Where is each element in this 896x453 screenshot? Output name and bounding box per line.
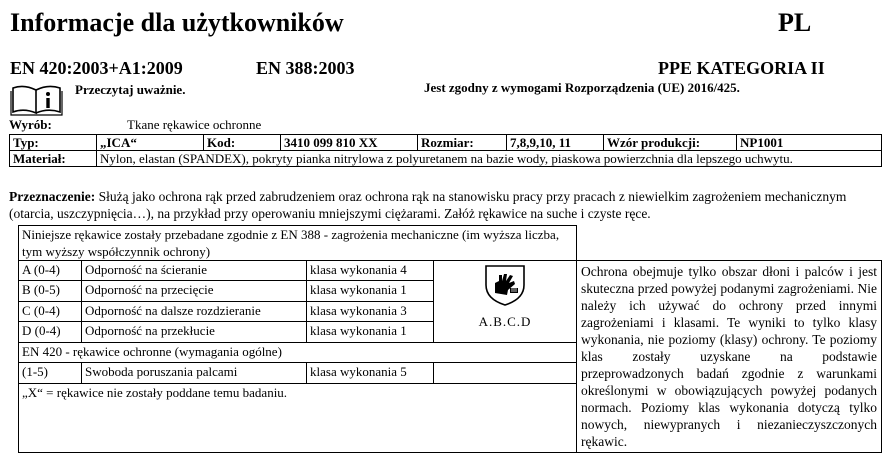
size-value: 7,8,9,10, 11 — [507, 135, 604, 151]
row-code: C (0-4) — [19, 301, 82, 321]
table-row — [19, 226, 882, 261]
purpose-text — [9, 188, 884, 222]
material-label: Materiał: — [10, 151, 97, 167]
product-value: Tkane rękawice ochronne — [127, 117, 262, 132]
row-code: B (0-5) — [19, 281, 82, 301]
ppe-category: PPE KATEGORIA II — [658, 58, 825, 78]
model-label: Wzór produkcji: — [604, 135, 737, 151]
table-row — [19, 261, 882, 281]
row-level: klasa wykonania 3 — [307, 301, 434, 321]
row-name: Swoboda poruszania palcami — [82, 363, 307, 383]
purpose-label: Przeznaczenie: — [9, 189, 96, 204]
row-level: klasa wykonania 1 — [307, 322, 434, 342]
standard-en420: EN 420:2003+A1:2009 — [10, 58, 183, 78]
row-name: Odporność na przecięcie — [82, 281, 307, 301]
code-label: Kod: — [204, 135, 281, 151]
protection-table — [18, 225, 882, 453]
material-value: Nylon, elastan (SPANDEX), pokryty pianka nitrylowa z polyuretanem na bazie wody, piaskowa powierzchnia dla lepszego uchwytu. — [97, 151, 882, 167]
row-code: D (0-4) — [19, 322, 82, 342]
x-note: „X“ = rękawice nie zostały poddane temu badaniu. — [19, 383, 577, 452]
product-spec-table — [9, 134, 882, 167]
table-row — [10, 151, 882, 167]
standard-en388: EN 388:2003 — [256, 58, 355, 78]
row-level: klasa wykonania 4 — [307, 261, 434, 281]
read-manual-icon — [10, 82, 64, 116]
compliance-note: Jest zgodny z wymogami Rozporządzenia (UE) 2016/425. — [424, 80, 740, 95]
protection-note: Ochrona obejmuje tylko obszar dłoni i palców i jest skuteczna przed powyżej podanymi zagrożeniami. Nie należy ich używać do ochrony przed innymi zagrożeniami i klasami. Te wyniki to tylko klasy wykonania, nie poziomy (klasy) ochrony. Te poziomy klas zostały uzyskane na podstawie przeprowadzonych badań zgodnie z warunkami określonymi w obowiązujących powyżej podanych normach. Poziomy klas wykonania dotyczą tylko nowych, niewypranych i niezanieczyszczonych rękawic. — [577, 261, 882, 453]
en420-row: EN 420 - rękawice ochronne (wymagania ogólne) — [19, 342, 577, 362]
row-name: Odporność na dalsze rozdzieranie — [82, 301, 307, 321]
type-value: „ICA“ — [97, 135, 204, 151]
product-label: Wyrób: — [9, 117, 52, 132]
read-carefully: Przeczytaj uważnie. — [75, 82, 186, 97]
code-value: 3410 099 810 XX — [281, 135, 418, 151]
mechanical-risk-shield-icon — [480, 263, 530, 307]
row-name: Odporność na przekłucie — [82, 322, 307, 342]
row-code: A (0-4) — [19, 261, 82, 281]
row-level: klasa wykonania 5 — [307, 363, 434, 383]
pictogram-caption: A.B.C.D — [478, 314, 532, 329]
protection-header: Niniejsze rękawice zostały przebadane zgodnie z EN 388 - zagrożenia mechaniczne (im wyższa liczba, tym wyższy współczynnik ochrony) — [19, 226, 577, 261]
page-title: Informacje dla użytkowników — [10, 8, 344, 37]
table-row — [10, 135, 882, 151]
row-name: Odporność na ścieranie — [82, 261, 307, 281]
row-level: klasa wykonania 1 — [307, 281, 434, 301]
model-value: NP1001 — [737, 135, 882, 151]
language-code: PL — [778, 8, 812, 37]
purpose-body: Służą jako ochrona rąk przed zabrudzeniem oraz ochrona rąk na stanowisku pracy przy pracach z niewielkim zagrożeniem mechanicznym (otarcia, uszczypnięcia…), na przykład przy operowaniu mniejszymi ciężarami. Załóż rękawice na suche i czyste ręce. — [9, 189, 847, 221]
pictogram-cell — [434, 261, 577, 343]
type-label: Typ: — [10, 135, 97, 151]
size-label: Rozmiar: — [418, 135, 507, 151]
row-code: (1-5) — [19, 363, 82, 383]
